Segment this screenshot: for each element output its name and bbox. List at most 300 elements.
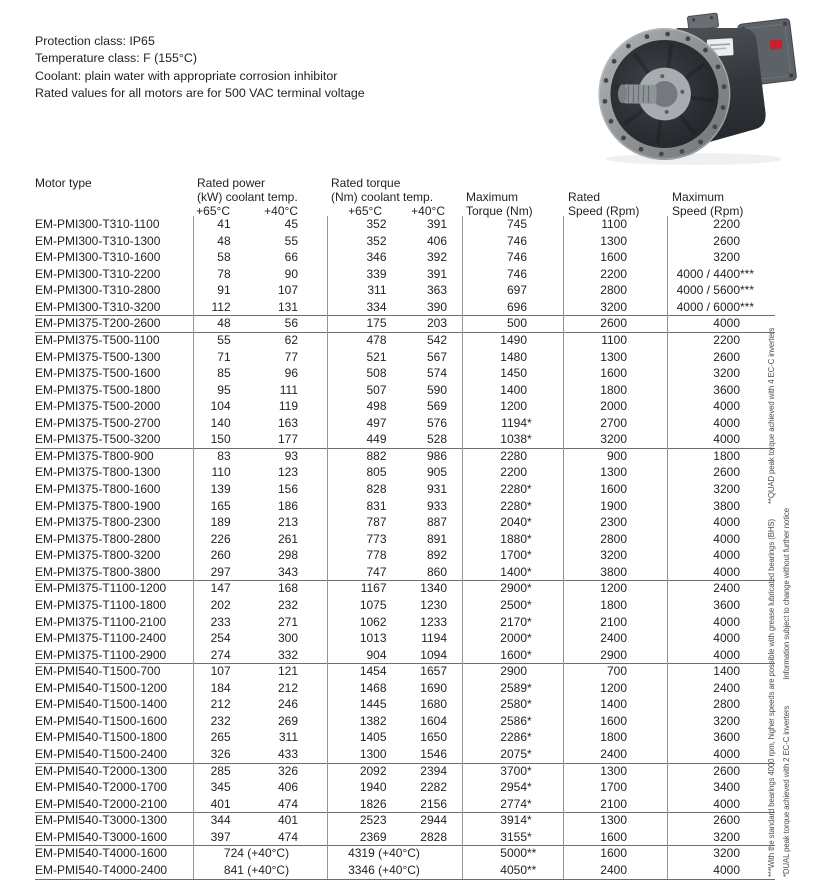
maximum-speed-cell: 3200: [667, 829, 775, 846]
maximum-speed-cell: 3600: [667, 729, 775, 746]
motor-type-cell: EM-PMI375-T500-1800: [35, 382, 161, 397]
table-row: [35, 647, 775, 664]
table-row: [35, 415, 775, 432]
motor-type-cell: EM-PMI540-T2000-1300: [35, 763, 168, 778]
motor-type-cell: EM-PMI375-T500-2000: [35, 399, 161, 414]
rated-speed-cell: 1200: [563, 580, 667, 597]
rated-torque-cell: 1013 1194: [327, 630, 462, 647]
table-row: [35, 696, 775, 713]
motor-type-cell: EM-PMI375-T1100-1200: [35, 581, 167, 596]
rated-torque-cell: 311 363: [327, 282, 462, 299]
rated-torque-cell: 339 391: [327, 266, 462, 283]
table-row: [35, 315, 775, 332]
rated-power-cell: 150 177: [193, 431, 327, 448]
motor-type-cell: EM-PMI540-T4000-2400: [35, 862, 168, 877]
maximum-speed-cell: 4000: [667, 431, 775, 448]
motor-type-cell: EM-PMI375-T800-3200: [35, 548, 161, 563]
rated-power-cell: 232 269: [193, 713, 327, 730]
table-row: [35, 680, 775, 697]
maximum-torque-cell: 746: [462, 233, 563, 250]
maximum-speed-cell: 4000: [667, 796, 775, 813]
rated-power-cell: 55 62: [193, 332, 327, 349]
rated-speed-cell: 1300: [563, 233, 667, 250]
maximum-speed-cell: 1400: [667, 663, 775, 680]
rated-power-cell: 345 406: [193, 779, 327, 796]
maximum-speed-cell: 4000: [667, 514, 775, 531]
maximum-speed-cell: 4000: [667, 415, 775, 432]
motor-type-cell: EM-PMI540-T4000-1600: [35, 846, 168, 861]
maximum-speed-cell: 4000: [667, 647, 775, 664]
rated-speed-cell: 1600: [563, 249, 667, 266]
rated-speed-cell: 1600: [563, 829, 667, 846]
rated-power-cell: 58 66: [193, 249, 327, 266]
rated-power-cell: 48 55: [193, 233, 327, 250]
motor-type-cell: EM-PMI375-T800-1300: [35, 465, 161, 480]
rated-torque-cell: 478 542: [327, 332, 462, 349]
maximum-torque-cell: 2200: [462, 464, 563, 481]
rated-torque-cell: 352 391: [327, 216, 462, 233]
maximum-speed-cell: 2400: [667, 580, 775, 597]
maximum-speed-cell: 3400: [667, 779, 775, 796]
maximum-torque-cell: 2280: [462, 448, 563, 465]
maximum-torque-cell: 696: [462, 299, 563, 316]
maximum-torque-cell: 2954*: [462, 779, 563, 796]
maximum-speed-cell: 3200: [667, 845, 775, 862]
rated-power-cell: 202 232: [193, 597, 327, 614]
table-row: [35, 464, 775, 481]
rated-speed-cell: 2400: [563, 746, 667, 763]
rated-power-cell: 401 474: [193, 796, 327, 813]
table-row: [35, 431, 775, 448]
maximum-speed-cell: 2600: [667, 349, 775, 366]
maximum-torque-cell: 3700*: [462, 763, 563, 780]
rated-torque-cell: 352 406: [327, 233, 462, 250]
table-row: [35, 663, 775, 680]
rated-speed-cell: 2000: [563, 398, 667, 415]
maximum-speed-cell: 3600: [667, 597, 775, 614]
table-row: [35, 382, 775, 399]
rated-power-cell: 189 213: [193, 514, 327, 531]
rated-torque-cell: 1405 1650: [327, 729, 462, 746]
rated-torque-cell: 175 203: [327, 315, 462, 332]
rated-torque-cell: 1300 1546: [327, 746, 462, 763]
rated-speed-cell: 1300: [563, 464, 667, 481]
maximum-speed-cell: 2600: [667, 812, 775, 829]
maximum-torque-cell: 746: [462, 249, 563, 266]
motor-type-cell: EM-PMI540-T1500-1200: [35, 680, 168, 695]
motor-type-cell: EM-PMI375-T1100-2100: [35, 614, 167, 629]
motor-type-cell: EM-PMI375-T500-1100: [35, 332, 160, 347]
maximum-torque-cell: 1700*: [462, 547, 563, 564]
table-row: [35, 216, 775, 233]
motor-type-cell: EM-PMI375-T1100-2900: [35, 647, 167, 662]
rated-torque-cell: 773 891: [327, 531, 462, 548]
rated-speed-cell: 1600: [563, 845, 667, 862]
maximum-torque-cell: 2075*: [462, 746, 563, 763]
motor-type-cell: EM-PMI375-T800-3800: [35, 564, 161, 579]
rated-torque-cell: 747 860: [327, 564, 462, 581]
rated-torque-cell: 1062 1233: [327, 614, 462, 631]
rated-torque-cell: 4319 (+40°C): [327, 845, 462, 862]
table-row: [35, 746, 775, 763]
table-row: [35, 845, 775, 862]
rated-torque-cell: 787 887: [327, 514, 462, 531]
rated-torque-cell: 3346 (+40°C): [327, 862, 462, 879]
motor-type-cell: EM-PMI375-T800-2300: [35, 515, 161, 530]
rated-power-cell: 165 186: [193, 498, 327, 515]
maximum-torque-cell: 1400: [462, 382, 563, 399]
rated-torque-cell: 778 892: [327, 547, 462, 564]
rated-power-cell: 226 261: [193, 531, 327, 548]
table-row: [35, 249, 775, 266]
rated-power-cell: 139 156: [193, 481, 327, 498]
motor-type-cell: EM-PMI375-T1100-1800: [35, 597, 167, 612]
maximum-torque-cell: 2586*: [462, 713, 563, 730]
motor-type-cell: EM-PMI375-T500-1300: [35, 349, 161, 364]
header-rated-speed: Rated Speed (Rpm): [568, 190, 640, 219]
maximum-torque-cell: 2280*: [462, 481, 563, 498]
maximum-speed-cell: 2200: [667, 216, 775, 233]
motor-type-cell: EM-PMI540-T1500-1800: [35, 730, 168, 745]
rated-power-cell: 344 401: [193, 812, 327, 829]
maximum-torque-cell: 1880*: [462, 531, 563, 548]
motor-type-cell: EM-PMI375-T800-1900: [35, 498, 161, 513]
rated-speed-cell: 2800: [563, 531, 667, 548]
maximum-torque-cell: 3155*: [462, 829, 563, 846]
motor-type-cell: EM-PMI300-T310-1100: [35, 217, 160, 231]
maximum-torque-cell: 1400*: [462, 564, 563, 581]
rated-torque-cell: 1382 1604: [327, 713, 462, 730]
maximum-torque-cell: 2000*: [462, 630, 563, 647]
header-maximum-torque: Maximum Torque (Nm): [466, 190, 533, 219]
rated-power-cell: 297 343: [193, 564, 327, 581]
rated-speed-cell: 1300: [563, 349, 667, 366]
maximum-speed-cell: 4000 / 4400***: [667, 266, 775, 283]
maximum-speed-cell: 4000: [667, 862, 775, 879]
maximum-speed-cell: 4000: [667, 531, 775, 548]
motor-type-cell: EM-PMI300-T310-1600: [35, 250, 161, 265]
rated-speed-cell: 3200: [563, 547, 667, 564]
rated-power-cell: 841 (+40°C): [193, 862, 327, 879]
rated-torque-cell: 521 567: [327, 349, 462, 366]
table-row: [35, 614, 775, 631]
maximum-torque-cell: 1480: [462, 349, 563, 366]
rated-torque-cell: 1075 1230: [327, 597, 462, 614]
motor-type-cell: EM-PMI375-T500-1600: [35, 366, 161, 381]
rated-power-cell: 274 332: [193, 647, 327, 664]
rated-speed-cell: 1300: [563, 812, 667, 829]
maximum-speed-cell: 2600: [667, 763, 775, 780]
footnote-vertical-dual: *DUAL peak torque achieved with 2 EC-C invertersInformation subject to change without further notice: [782, 508, 791, 877]
rated-torque-cell: 1167 1340: [327, 580, 462, 597]
rated-power-cell: 397 474: [193, 829, 327, 846]
rated-power-cell: 326 433: [193, 746, 327, 763]
rated-speed-cell: 2600: [563, 315, 667, 332]
table-row: [35, 514, 775, 531]
motor-type-cell: EM-PMI540-T1500-1600: [35, 713, 168, 728]
rated-power-cell: 147 168: [193, 580, 327, 597]
info-line-temperature-class: Temperature class: F (155°C): [35, 51, 197, 66]
maximum-speed-cell: 4000 / 5600***: [667, 282, 775, 299]
motor-type-cell: EM-PMI540-T2000-2100: [35, 796, 168, 811]
rated-speed-cell: 1400: [563, 696, 667, 713]
table-row: [35, 580, 775, 597]
motor-type-cell: EM-PMI300-T310-2800: [35, 283, 161, 298]
table-row: [35, 862, 775, 879]
rated-torque-cell: 498 569: [327, 398, 462, 415]
rated-power-cell: 112 131: [193, 299, 327, 316]
maximum-torque-cell: 1038*: [462, 431, 563, 448]
maximum-speed-cell: 4000: [667, 614, 775, 631]
rated-speed-cell: 2100: [563, 614, 667, 631]
table-row: [35, 729, 775, 746]
maximum-torque-cell: 3914*: [462, 812, 563, 829]
table-row: [35, 796, 775, 813]
rated-speed-cell: 2200: [563, 266, 667, 283]
maximum-torque-cell: 1450: [462, 365, 563, 382]
rated-power-cell: 48 56: [193, 315, 327, 332]
rated-power-cell: 71 77: [193, 349, 327, 366]
rated-power-cell: 41 45: [193, 216, 327, 233]
maximum-speed-cell: 4000: [667, 398, 775, 415]
info-block: [35, 33, 365, 103]
maximum-torque-cell: 697: [462, 282, 563, 299]
motor-type-cell: EM-PMI540-T3000-1600: [35, 829, 168, 844]
rated-power-cell: 212 246: [193, 696, 327, 713]
rated-torque-cell: 805 905: [327, 464, 462, 481]
footnote-vertical-bearings: ***With the standard bearings 4000 rpm, higher speeds are possible with grease lubricated bearings (BHS)**QUAD peak torque achieved with 4 EC-C inverters: [767, 327, 776, 877]
motor-type-cell: EM-PMI375-T800-1600: [35, 482, 161, 496]
maximum-torque-cell: 2280*: [462, 498, 563, 515]
maximum-torque-cell: 1490: [462, 332, 563, 349]
electric-motor-photo: [592, 8, 807, 168]
maximum-torque-cell: 500: [462, 315, 563, 332]
motor-type-cell: EM-PMI375-T800-2800: [35, 531, 161, 546]
rated-power-cell: 110 123: [193, 464, 327, 481]
rated-speed-cell: 2800: [563, 282, 667, 299]
rated-torque-cell: 1940 2282: [327, 779, 462, 796]
table-row: [35, 233, 775, 250]
rated-power-cell: 233 271: [193, 614, 327, 631]
rated-torque-cell: 346 392: [327, 249, 462, 266]
table-row: [35, 349, 775, 366]
header-torque-temps: +65°C +40°C: [348, 204, 445, 218]
maximum-speed-cell: 3200: [667, 713, 775, 730]
rated-torque-cell: 334 390: [327, 299, 462, 316]
motor-type-cell: EM-PMI375-T800-900: [35, 448, 154, 463]
rated-power-cell: 95 111: [193, 382, 327, 399]
table-row: [35, 597, 775, 614]
table-body: [35, 216, 775, 879]
motor-type-cell: EM-PMI540-T1500-700: [35, 664, 161, 679]
maximum-speed-cell: 3200: [667, 249, 775, 266]
maximum-torque-cell: 2589*: [462, 680, 563, 697]
motor-type-cell: EM-PMI540-T3000-1300: [35, 813, 168, 828]
rated-speed-cell: 3200: [563, 431, 667, 448]
table-row: [35, 779, 775, 796]
rated-power-cell: 107 121: [193, 663, 327, 680]
maximum-speed-cell: 3600: [667, 382, 775, 399]
maximum-speed-cell: 2800: [667, 696, 775, 713]
rated-speed-cell: 2900: [563, 647, 667, 664]
maximum-speed-cell: 4000: [667, 315, 775, 332]
rated-power-cell: 265 311: [193, 729, 327, 746]
rated-speed-cell: 1100: [563, 216, 667, 233]
spec-table: [35, 175, 775, 879]
table-row: [35, 365, 775, 382]
rated-power-cell: 285 326: [193, 763, 327, 780]
maximum-speed-cell: 4000 / 6000***: [667, 299, 775, 316]
rated-speed-cell: 1800: [563, 382, 667, 399]
table-row: [35, 531, 775, 548]
rated-power-cell: 724 (+40°C): [193, 845, 327, 862]
rated-speed-cell: 2400: [563, 630, 667, 647]
table-row: [35, 763, 775, 780]
rated-torque-cell: 831 933: [327, 498, 462, 515]
table-row: [35, 332, 775, 349]
motor-type-cell: EM-PMI375-T500-3200: [35, 432, 161, 447]
rated-torque-cell: 1468 1690: [327, 680, 462, 697]
rated-torque-cell: 2369 2828: [327, 829, 462, 846]
rated-speed-cell: 700: [563, 663, 667, 680]
maximum-speed-cell: 3200: [667, 481, 775, 498]
maximum-speed-cell: 3200: [667, 365, 775, 382]
rated-power-cell: 85 96: [193, 365, 327, 382]
table-header: [35, 175, 775, 219]
info-line-protection-class: Protection class: IP65: [35, 34, 155, 48]
maximum-torque-cell: 5000**: [462, 845, 563, 862]
maximum-speed-cell: 2200: [667, 332, 775, 349]
maximum-torque-cell: 746: [462, 266, 563, 283]
table-row: [35, 398, 775, 415]
rated-torque-cell: 449 528: [327, 431, 462, 448]
rated-speed-cell: 1800: [563, 597, 667, 614]
maximum-speed-cell: 4000: [667, 630, 775, 647]
info-line-rated-values: Rated values for all motors are for 500 VAC terminal voltage: [35, 86, 365, 101]
maximum-torque-cell: 2170*: [462, 614, 563, 631]
motor-type-cell: EM-PMI300-T310-1300: [35, 233, 161, 248]
maximum-torque-cell: 2900: [462, 663, 563, 680]
table-row: [35, 448, 775, 465]
maximum-speed-cell: 4000: [667, 547, 775, 564]
rated-torque-cell: 1826 2156: [327, 796, 462, 813]
rated-torque-cell: 508 574: [327, 365, 462, 382]
maximum-speed-cell: 2600: [667, 464, 775, 481]
header-power-temps: +65°C +40°C: [196, 204, 298, 218]
maximum-torque-cell: 4050**: [462, 862, 563, 879]
rated-torque-cell: 882 986: [327, 448, 462, 465]
table-row: [35, 299, 775, 316]
rated-speed-cell: 2700: [563, 415, 667, 432]
rated-speed-cell: 1900: [563, 498, 667, 515]
motor-type-cell: EM-PMI375-T1100-2400: [35, 631, 167, 646]
rated-power-cell: 78 90: [193, 266, 327, 283]
rated-power-cell: 260 298: [193, 547, 327, 564]
header-motor-type: Motor type: [35, 176, 92, 190]
maximum-torque-cell: 2900*: [462, 580, 563, 597]
rated-speed-cell: 1100: [563, 332, 667, 349]
table-row: [35, 282, 775, 299]
rated-speed-cell: 1200: [563, 680, 667, 697]
rated-torque-cell: 1445 1680: [327, 696, 462, 713]
motor-type-cell: EM-PMI300-T310-3200: [35, 299, 161, 314]
maximum-torque-cell: 2580*: [462, 696, 563, 713]
header-rated-torque: Rated torque (Nm) coolant temp.: [331, 176, 434, 205]
maximum-torque-cell: 1600*: [462, 647, 563, 664]
maximum-speed-cell: 4000: [667, 746, 775, 763]
maximum-torque-cell: 2040*: [462, 514, 563, 531]
motor-type-cell: EM-PMI300-T310-2200: [35, 266, 161, 281]
maximum-speed-cell: 1800: [667, 448, 775, 465]
table-row: [35, 564, 775, 581]
rated-power-cell: 184 212: [193, 680, 327, 697]
rated-torque-cell: 904 1094: [327, 647, 462, 664]
maximum-speed-cell: 4000: [667, 564, 775, 581]
rated-torque-cell: 507 590: [327, 382, 462, 399]
maximum-torque-cell: 1200: [462, 398, 563, 415]
maximum-speed-cell: 2600: [667, 233, 775, 250]
rated-torque-cell: 497 576: [327, 415, 462, 432]
rated-speed-cell: 1600: [563, 365, 667, 382]
rated-speed-cell: 1700: [563, 779, 667, 796]
table-row: [35, 630, 775, 647]
table-row: [35, 547, 775, 564]
rated-power-cell: 83 93: [193, 448, 327, 465]
rated-power-cell: 140 163: [193, 415, 327, 432]
rated-torque-cell: 1454 1657: [327, 663, 462, 680]
rated-torque-cell: 2092 2394: [327, 763, 462, 780]
rated-speed-cell: 2100: [563, 796, 667, 813]
maximum-torque-cell: 2774*: [462, 796, 563, 813]
motor-shaft: [618, 84, 657, 104]
table-row: [35, 829, 775, 846]
table-row: [35, 713, 775, 730]
rated-speed-cell: 1600: [563, 481, 667, 498]
motor-type-cell: EM-PMI540-T1500-2400: [35, 747, 168, 761]
rated-power-cell: 254 300: [193, 630, 327, 647]
header-rated-power: Rated power (kW) coolant temp.: [197, 176, 298, 205]
table-row: [35, 266, 775, 283]
rated-power-cell: 104 119: [193, 398, 327, 415]
motor-type-cell: EM-PMI540-T2000-1700: [35, 780, 168, 795]
rated-speed-cell: 1300: [563, 763, 667, 780]
maximum-torque-cell: 1194*: [462, 415, 563, 432]
header-maximum-speed: Maximum Speed (Rpm): [672, 190, 744, 219]
motor-type-cell: EM-PMI540-T1500-1400: [35, 697, 168, 712]
maximum-torque-cell: 2500*: [462, 597, 563, 614]
rated-torque-cell: 828 931: [327, 481, 462, 498]
table-row: [35, 498, 775, 515]
table-row: [35, 812, 775, 829]
rated-speed-cell: 2400: [563, 862, 667, 879]
rated-speed-cell: 1600: [563, 713, 667, 730]
motor-type-cell: EM-PMI375-T200-2600: [35, 316, 161, 331]
rated-speed-cell: 3200: [563, 299, 667, 316]
info-line-coolant: Coolant: plain water with appropriate corrosion inhibitor: [35, 68, 338, 83]
maximum-torque-cell: 745: [462, 216, 563, 233]
maximum-speed-cell: 2400: [667, 680, 775, 697]
rated-speed-cell: 900: [563, 448, 667, 465]
maximum-torque-cell: 2286*: [462, 729, 563, 746]
rated-speed-cell: 1800: [563, 729, 667, 746]
rated-power-cell: 91 107: [193, 282, 327, 299]
table-row: [35, 481, 775, 498]
motor-type-cell: EM-PMI375-T500-2700: [35, 415, 161, 430]
maximum-speed-cell: 3800: [667, 498, 775, 515]
rated-speed-cell: 3800: [563, 564, 667, 581]
rated-speed-cell: 2300: [563, 514, 667, 531]
rated-torque-cell: 2523 2944: [327, 812, 462, 829]
